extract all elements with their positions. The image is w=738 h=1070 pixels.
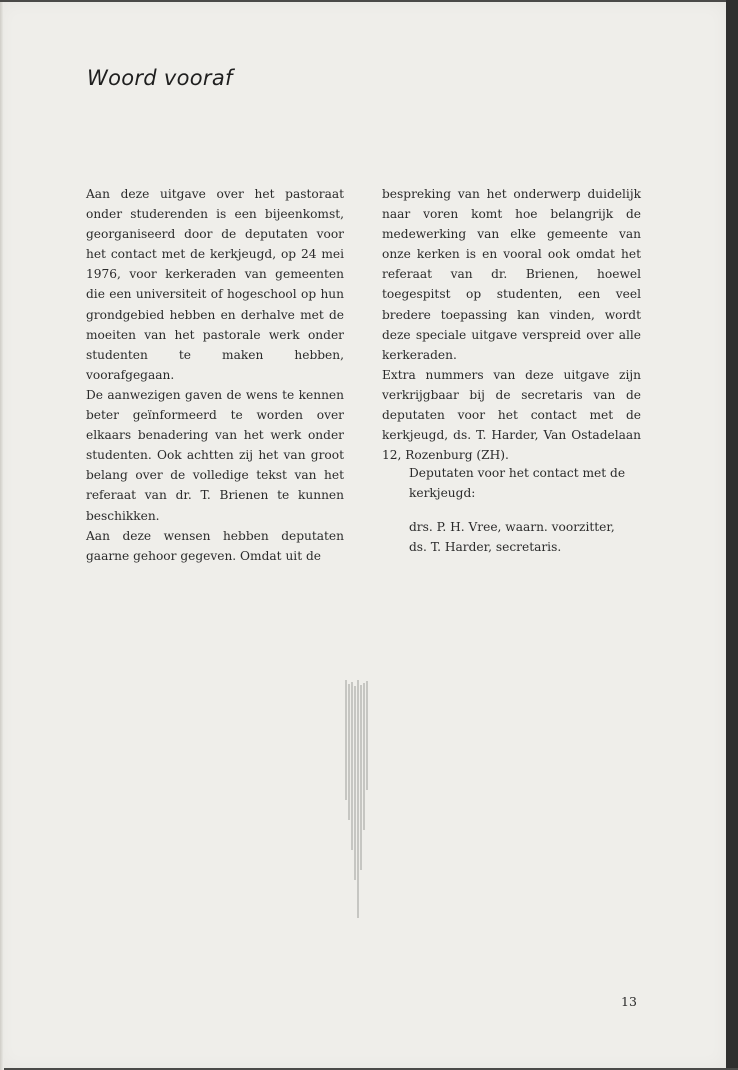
vertical-lines-ornament [344, 680, 374, 920]
paragraph: De aanwezigen gaven de wens te kennen beter geïnformeerd te worden over elkaars benadering van het werk onder studenten. Ook achtten zij het van groot belang over de volledige tekst van het referaat van dr. T. Brienen te kunnen beschikken. [86, 387, 344, 523]
paragraph: Aan deze uitgave over het pastoraat onder studerenden is een bijeenkomst, georganiseerd door de deputaten voor het contact met de kerkjeugd, op 24 mei 1976, voor kerkeraden van gemeenten die een universiteit of hogeschool op hun grondgebied hebben en derhalve met de moeiten van het pastorale werk onder studenten te maken hebben, voorafgegaan. [86, 187, 344, 382]
signature-name: drs. P. H. Vree, waarn. voorzitter, [409, 520, 615, 535]
document-page [0, 2, 726, 1068]
signature-heading: Deputaten voor het contact met de kerkjeugd: [409, 466, 626, 501]
page-number: 13 [621, 994, 637, 1009]
right-text-column [382, 184, 641, 465]
paragraph: Aan deze wensen hebben deputaten gaarne gehoor gegeven. Omdat uit de [86, 528, 344, 563]
paragraph: bespreking van het onderwerp duidelijk naar voren komt hoe belangrijk de medewerking van elke gemeente van onze kerken is en vooral ook omdat het referaat van dr. Brienen, hoewel toegespitst op studenten, een veel bredere toepassing kan vinden, wordt deze speciale uitgave verspreid over alle kerkeraden. [382, 187, 641, 362]
paragraph: Extra nummers van deze uitgave zijn verkrijgbaar bij de secretaris van de deputaten voor het contact met de kerkjeugd, ds. T. Harder, Van Ostadelaan 12, Rozenburg (ZH). [382, 367, 641, 463]
signature-names [409, 517, 669, 557]
page-title: Woord vooraf [87, 66, 233, 90]
signature-block [409, 463, 669, 557]
page-edge-shadow [726, 0, 738, 1068]
page-spine-shadow [0, 2, 4, 1070]
signature-name: ds. T. Harder, secretaris. [409, 540, 562, 555]
left-text-column [86, 184, 344, 566]
